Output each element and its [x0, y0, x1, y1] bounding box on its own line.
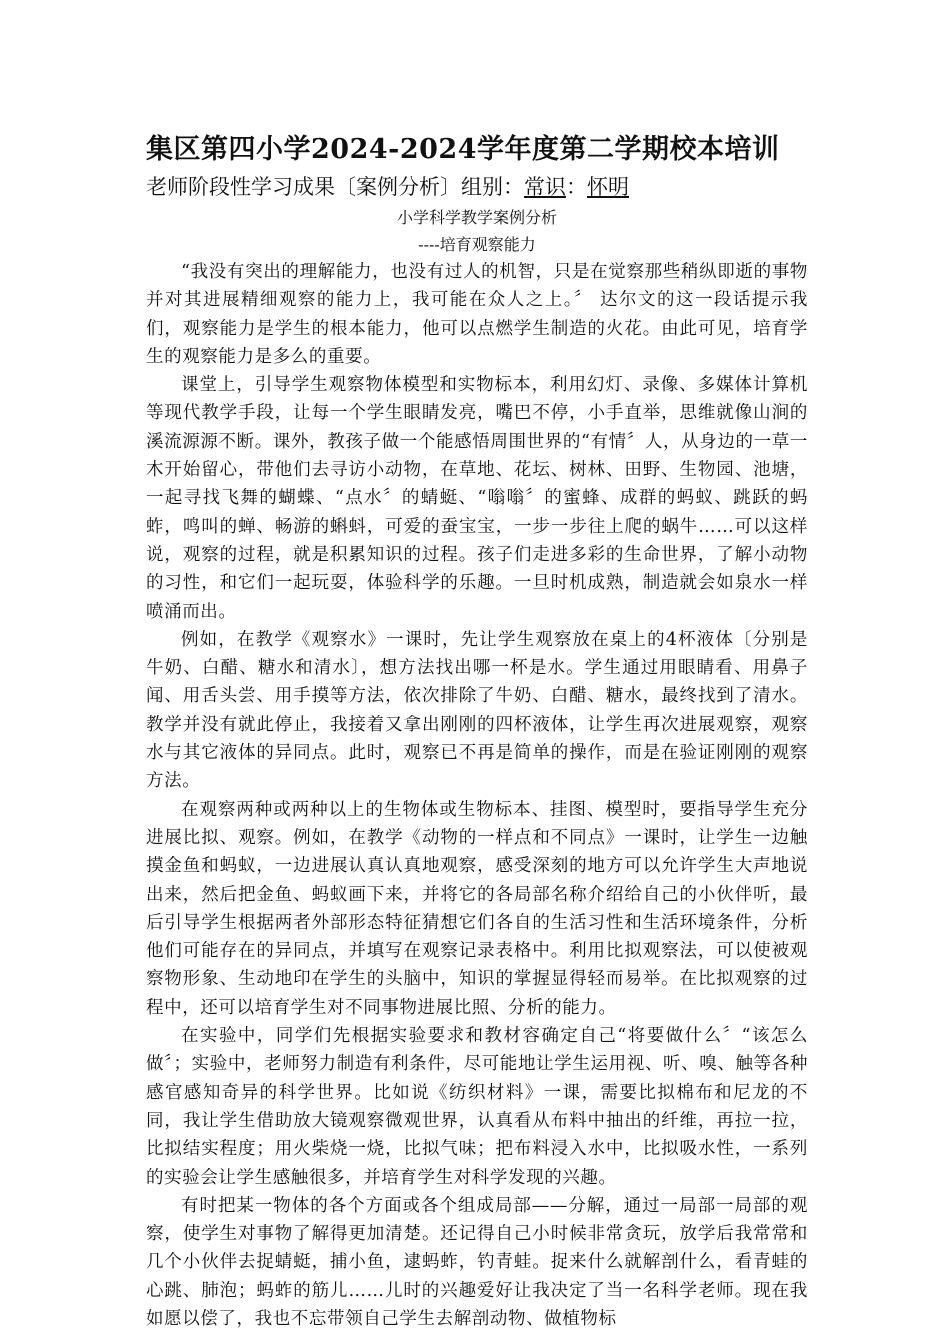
article-subheading: ----培育观察能力 [418, 235, 536, 254]
article-body [146, 258, 808, 1333]
group-name: 常识 [524, 175, 566, 199]
paragraph: 例如，在教学《观察水》一课时，先让学生观察放在桌上的4杯液体〔分别是牛奶、白醋、糖水和清水〕，想方法找出哪一杯是水。学生通过用眼睛看、用鼻子闻、用舌头尝、用手摸等方法，依次排除了牛奶、白醋、糖水，最终找到了清水。教学并没有就此停止，我接着又拿出刚刚的四杯液体，让学生再次进展观察，观察水与其它液体的异同点。此时，观察已不再是简单的操作，而是在验证刚刚的观察方法。 [146, 629, 808, 792]
article-title: 小学科学教学案例分析 [396, 208, 557, 227]
paragraph: 在实验中，同学们先根据实验要求和教材容确定自己“将要做什么〞“该怎么做〞；实验中，老师努力制造有利条件，尽可能地让学生运用视、听、嗅、触等各种感官感知奇异的科学世界。比如说《纺织材料》一课，需要比拟棉布和尼龙的不同，我让学生借助放大镜观察微观世界，认真看从布料中抽出的纤维，再拉一拉，比拟结实程度；用火柴烧一烧，比拟气味；把布料浸入水中，比拟吸水性，一系列的实验会让学生感触很多，并培育学生对科学发现的兴趣。 [146, 1026, 808, 1188]
document-title: 集区第四小学2024-2024学年度第二学期校本培训 [146, 134, 780, 165]
paragraph: 在观察两种或两种以上的生物体或生物标本、挂图、模型时，要指导学生充分进展比拟、观察。例如，在教学《动物的一样点和不同点》一课时，让学生一边触摸金鱼和蚂蚁，一边进展认真认真地观察，感受深刻的地方可以允许学生大声地说出来，然后把金鱼、蚂蚁画下来，并将它的各局部名称介绍给自己的小伙伴听，最后引导学生根据两者外部形态特征猜想它们各自的生活习性和生活环境条件，分析他们可能存在的异同点，并填写在观察记录表格中。利用比拟观察法，可以使被观察物形象、生动地印在学生的头脑中，知识的掌握显得轻而易举。在比拟观察的过程中，还可以培育学生对不同事物进展比照、分析的能力。 [146, 799, 808, 1018]
subtitle-prefix: 老师阶段性学习成果〔案例分析〕组别： [146, 175, 524, 199]
document-page [146, 130, 808, 1333]
subtitle-separator: ： [566, 175, 587, 199]
document-subtitle [146, 170, 808, 204]
paragraph: 有时把某一物体的各个方面或各个组成局部——分解，通过一局部一局部的观察，使学生对事物了解得更加清楚。还记得自己小时候非常贪玩，放学后我常常和几个小伙伴去捉蜻蜓，捕小鱼，逮蚂蚱，钓青蛙。捉来什么就解剖什么，看青蛙的心跳、肺泡；蚂蚱的筋儿……儿时的兴趣爱好让我决定了当一名科学老师。现在我如愿以偿了，我也不忘带领自己学生去解剖动物、做植物标 [146, 1195, 808, 1329]
author-name: 怀明 [587, 175, 629, 199]
paragraph: 课堂上，引导学生观察物体模型和实物标本，利用幻灯、录像、多媒体计算机等现代教学手段，让每一个学生眼睛发亮，嘴巴不停，小手直举，思维就像山涧的溪流源源不断。课外，教孩子做一个能感悟周围世界的“有情〞人，从身边的一草一木开始留心，带他们去寻访小动物，在草地、花坛、树林、田野、生物园、池塘，一起寻找飞舞的蝴蝶、“点水〞的蜻蜓、“嗡嗡〞的蜜蜂、成群的蚂蚁、跳跃的蚂蚱，鸣叫的蝉、畅游的蝌蚪，可爱的蚕宝宝，一步一步往上爬的蜗牛……可以这样说，观察的过程，就是积累知识的过程。孩子们走进多彩的生命世界，了解小动物的习性，和它们一起玩耍，体验科学的乐趣。一旦时机成熟，制造就会如泉水一样喷涌而出。 [146, 375, 808, 622]
paragraph: “我没有突出的理解能力，也没有过人的机智，只是在觉察那些稍纵即逝的事物并对其进展精细观察的能力上，我可能在众人之上。〞 达尔文的这一段话提示我们，观察能力是学生的根本能力，他可以点燃学生制造的火花。由此可见，培育学生的观察能力是多么的重要。 [146, 262, 808, 367]
